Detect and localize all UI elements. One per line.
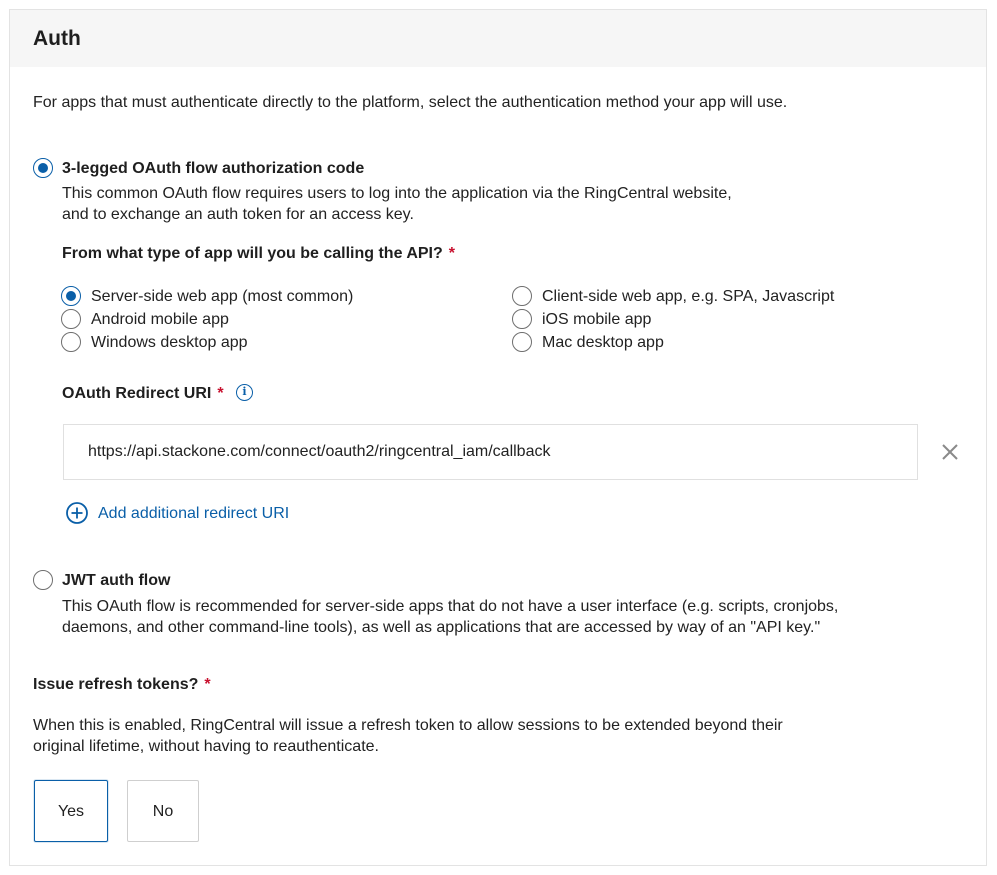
yes-button[interactable]: Yes	[34, 780, 108, 842]
app-type-mac-label[interactable]: Mac desktop app	[542, 334, 664, 351]
oauth-flow-radio[interactable]	[33, 158, 53, 178]
jwt-description-line1: This OAuth flow is recommended for server-side apps that do not have a user interface (e.g. scripts, cronjobs,	[62, 598, 839, 615]
panel-header	[10, 10, 986, 67]
app-type-android-label[interactable]: Android mobile app	[91, 311, 229, 328]
no-button[interactable]: No	[127, 780, 199, 842]
required-mark: *	[204, 676, 211, 693]
oauth-description-line2: and to exchange an auth token for an access key.	[62, 206, 414, 223]
refresh-description-line1: When this is enabled, RingCentral will issue a refresh token to allow sessions to be extended beyond their	[33, 717, 783, 734]
page-title: Auth	[33, 27, 81, 50]
jwt-flow-label[interactable]: JWT auth flow	[62, 572, 171, 589]
app-type-question-text: From what type of app will you be calling the API?	[62, 245, 443, 262]
required-mark: *	[448, 245, 456, 262]
app-type-ios-label[interactable]: iOS mobile app	[542, 311, 652, 328]
app-type-ios-radio[interactable]	[512, 309, 532, 329]
close-icon[interactable]	[940, 442, 960, 462]
add-redirect-uri-link[interactable]: Add additional redirect URI	[98, 505, 290, 522]
refresh-description-line2: original lifetime, without having to reauthenticate.	[33, 738, 379, 755]
app-type-windows-radio[interactable]	[61, 332, 81, 352]
refresh-tokens-question	[33, 674, 211, 695]
intro-text: For apps that must authenticate directly to the platform, select the authentication method your app will use.	[33, 94, 788, 111]
app-type-client-side-label[interactable]: Client-side web app, e.g. SPA, Javascript	[542, 288, 835, 305]
redirect-uri-label	[62, 383, 224, 404]
required-mark: *	[217, 385, 224, 402]
auth-panel	[9, 9, 987, 866]
app-type-question	[62, 243, 455, 264]
app-type-client-side-radio[interactable]	[512, 286, 532, 306]
jwt-description-line2: daemons, and other command-line tools), as well as applications that are accessed by way of an "API key."	[62, 619, 821, 636]
app-type-mac-radio[interactable]	[512, 332, 532, 352]
app-type-android-radio[interactable]	[61, 309, 81, 329]
redirect-uri-input[interactable]	[63, 424, 918, 480]
app-type-server-side-label[interactable]: Server-side web app (most common)	[91, 288, 354, 305]
app-type-windows-label[interactable]: Windows desktop app	[91, 334, 248, 351]
oauth-description-line1: This common OAuth flow requires users to log into the application via the RingCentral website,	[62, 185, 732, 202]
redirect-uri-label-text: OAuth Redirect URI	[62, 385, 212, 402]
refresh-tokens-question-text: Issue refresh tokens?	[33, 676, 199, 693]
info-icon[interactable]: i	[236, 384, 253, 401]
plus-circle-icon[interactable]	[66, 502, 88, 524]
app-type-server-side-radio[interactable]	[61, 286, 81, 306]
oauth-flow-label[interactable]: 3-legged OAuth flow authorization code	[62, 160, 365, 177]
jwt-flow-radio[interactable]	[33, 570, 53, 590]
